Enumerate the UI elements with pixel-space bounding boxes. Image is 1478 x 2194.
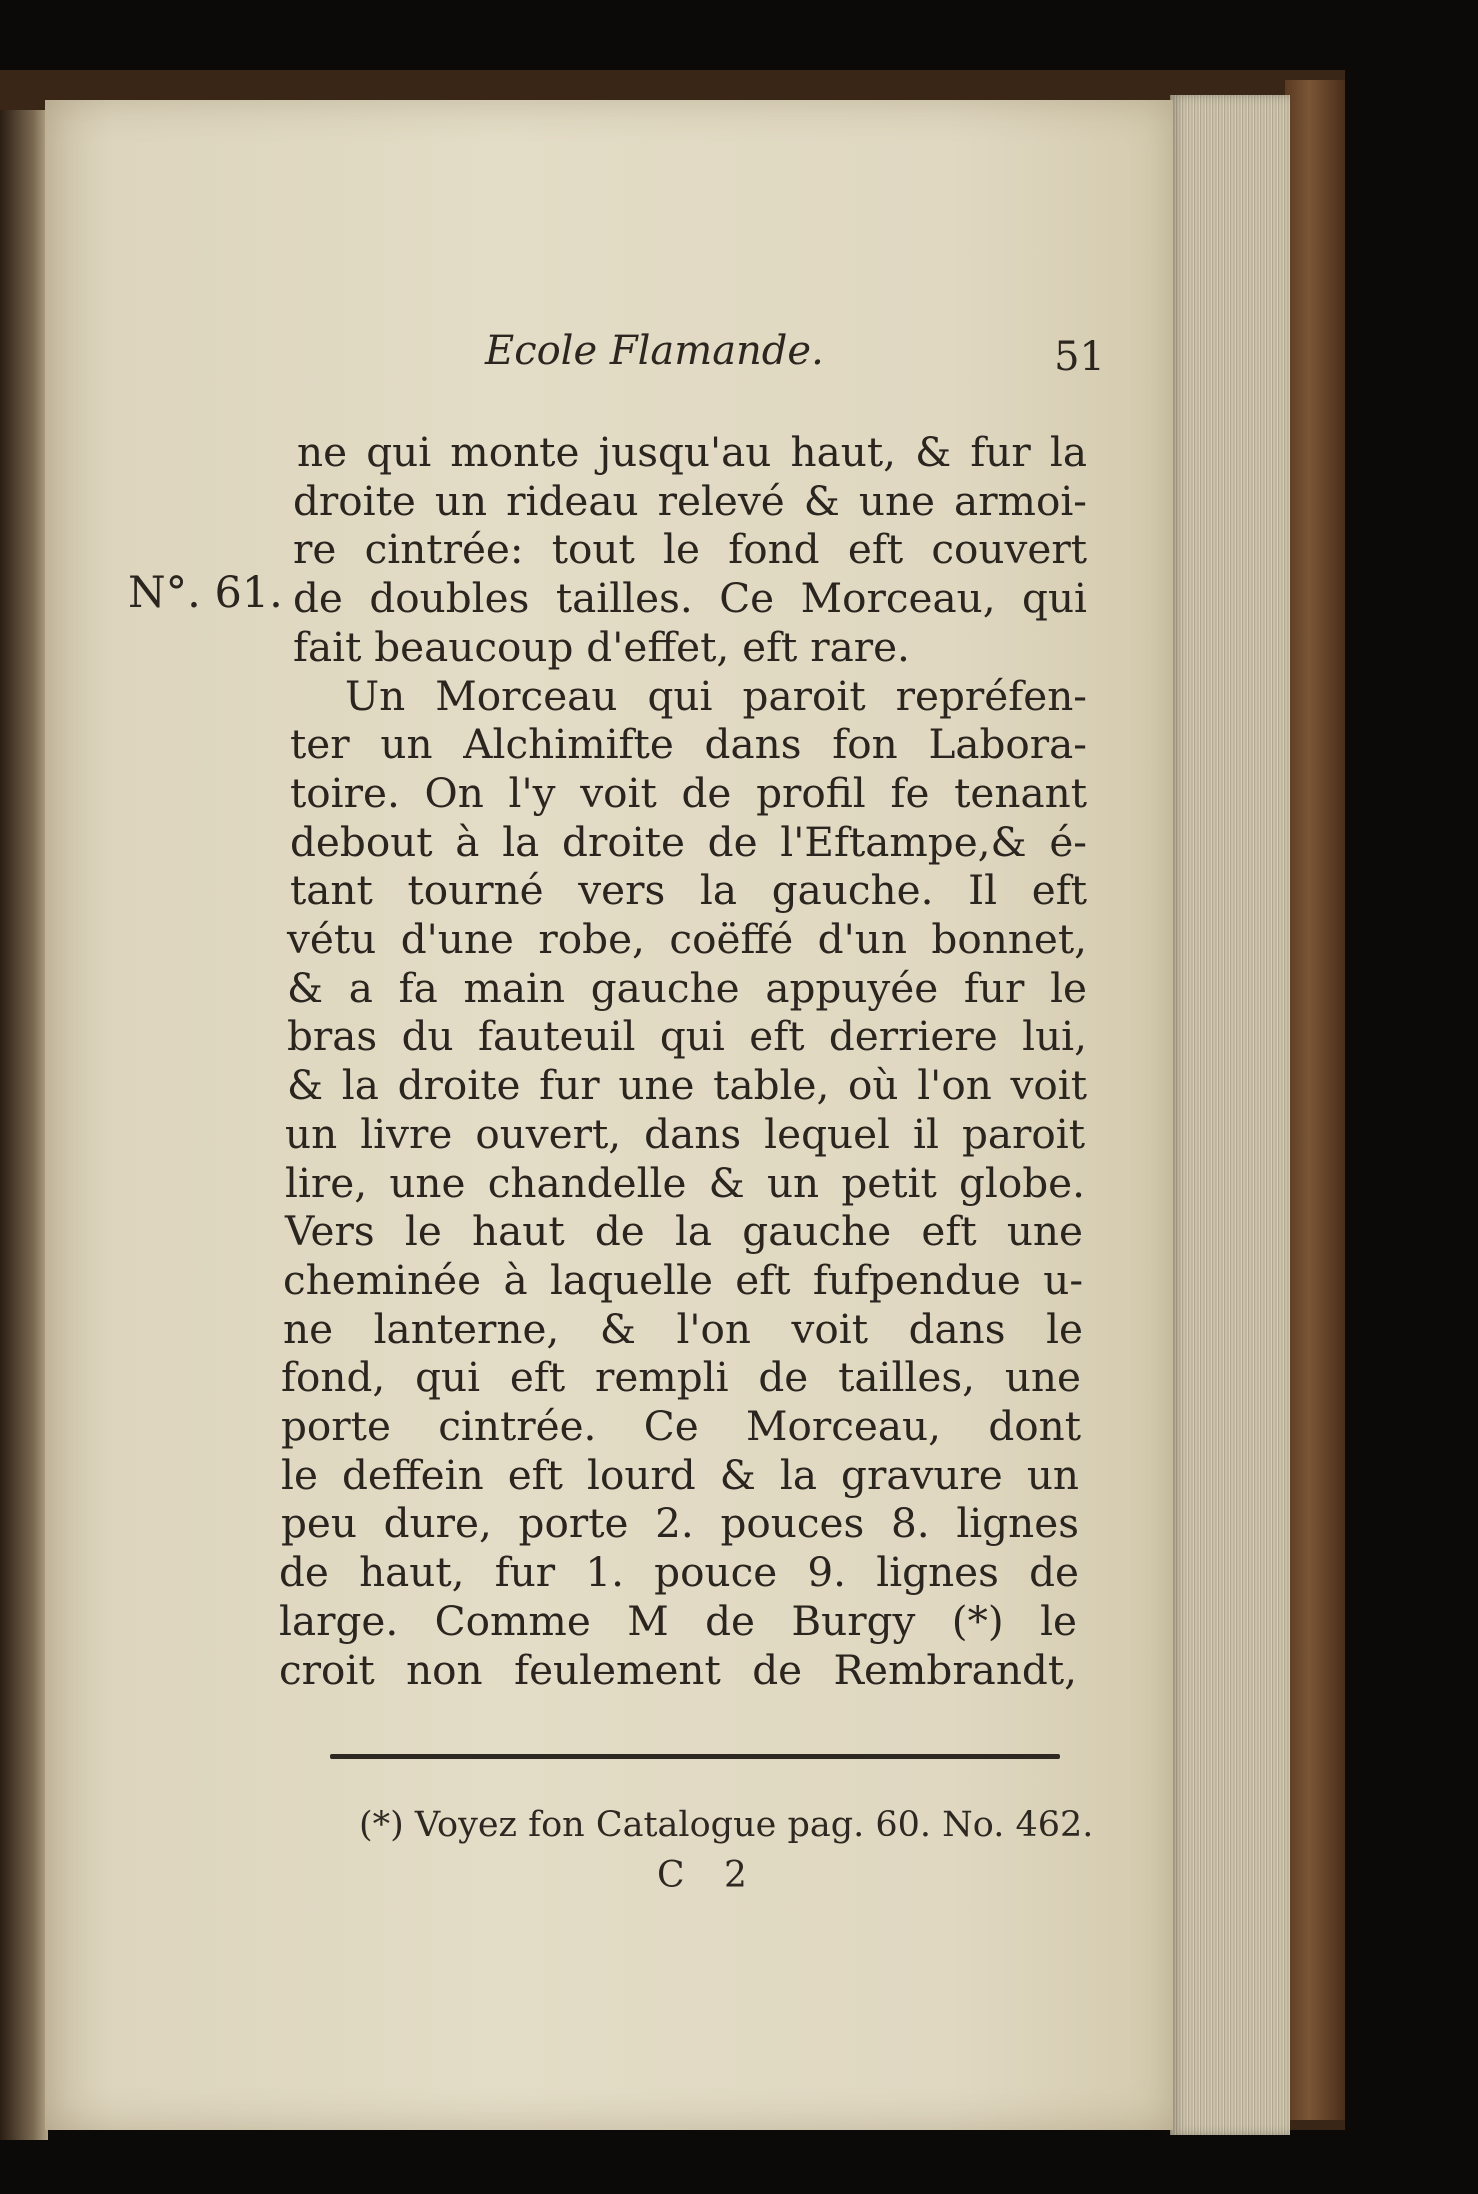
text-line: droite un rideau relevé & une armoi- [293,476,1087,525]
text-line: debout à la droite de l'Eftampe,& é- [290,817,1087,866]
text-line: Un Morceau qui paroit repréfen- [345,671,1087,720]
text-line: cheminée à laquelle eft fufpendue u- [283,1255,1083,1304]
text-line: de doubles tailles. Ce Morceau, qui [293,574,1087,623]
running-head: Ecole Flamande. [485,328,824,374]
text-line: vétu d'une robe, coëffé d'un bonnet, [287,915,1087,963]
text-line: & a fa main gauche appuyée fur le [287,963,1087,1012]
text-line: re cintrée: tout le fond eft couvert [293,525,1087,574]
text-line: tant tourné vers la gauche. Il eft [290,866,1087,915]
signature-mark: C 2 [657,1855,761,1896]
text-line: de haut, fur 1. pouce 9. lignes de [279,1548,1079,1597]
text-line: Vers le haut de la gauche eft une [285,1207,1083,1256]
book-page [45,100,1173,2130]
text-line: croit non feulement de Rembrandt, [279,1645,1077,1694]
text-line: ter un Alchimifte dans fon Labora- [290,720,1087,769]
text-line: fond, qui eft rempli de tailles, une [281,1353,1081,1402]
footnote: (*) Voyez fon Catalogue pag. 60. No. 462. [359,1805,1094,1845]
text-line: large. Comme M de Burgy (*) le [279,1596,1077,1645]
entry-number: N°. 61. [128,568,283,618]
footnote-rule [330,1754,1060,1759]
text-line: bras du fauteuil qui eft derriere lui, [287,1012,1087,1061]
text-line: & la droite fur une table, où l'on voit [287,1061,1087,1110]
page-number: 51 [1054,334,1105,380]
page-header [485,328,1125,388]
text-line: toire. On l'y voit de profil fe tenant [290,768,1087,817]
text-line: ne qui monte jusqu'au haut, & fur la [297,428,1087,476]
text-line: ne lanterne, & l'on voit dans le [283,1304,1083,1353]
page-edges [1170,95,1290,2135]
text-line: porte cintrée. Ce Morceau, dont [281,1402,1081,1450]
text-line: peu dure, porte 2. pouces 8. lignes [281,1499,1079,1548]
text-line: un livre ouvert, dans lequel il paroit [285,1109,1085,1158]
text-line: fait beaucoup d'effet, eft rare. [293,622,910,671]
text-line: lire, une chandelle & un petit globe. [285,1158,1085,1207]
book-spine-edge [1285,80,1345,2120]
text-line: le deffein eft lourd & la gravure un [281,1450,1079,1499]
left-page-gutter [0,110,48,2140]
